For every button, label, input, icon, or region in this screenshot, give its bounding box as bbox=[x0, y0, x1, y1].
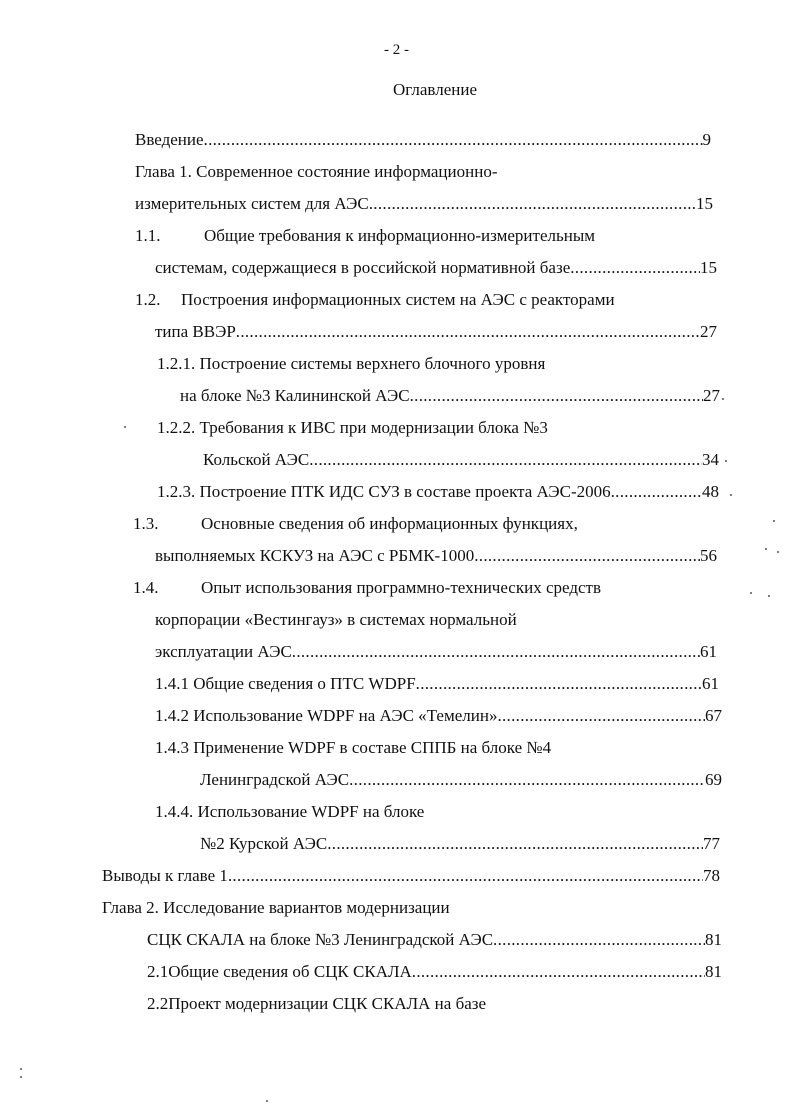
toc-entry-page: 9 bbox=[702, 130, 711, 149]
toc-entry-page: 61 bbox=[700, 642, 717, 661]
toc-entry bbox=[157, 416, 548, 440]
toc-entry bbox=[135, 224, 595, 248]
toc-entry bbox=[155, 672, 719, 696]
toc-entry bbox=[135, 128, 711, 152]
toc-entry bbox=[102, 896, 450, 920]
toc-entry bbox=[203, 448, 719, 472]
toc-entry bbox=[155, 640, 717, 664]
toc-entry-label: эксплуатации АЭС bbox=[155, 642, 292, 661]
toc-entry-page: 81 bbox=[705, 962, 722, 981]
toc-section-number: 1.2. bbox=[135, 290, 161, 309]
toc-entry-label: 1.2.2. Требования к ИВС при модернизации блока №3 bbox=[157, 418, 548, 437]
toc-entry-label: Глава 1. Современное состояние информационно- bbox=[135, 162, 498, 181]
toc-entry-label: Выводы к главе 1 bbox=[102, 866, 228, 885]
dot-leader bbox=[236, 320, 700, 344]
dot-leader bbox=[474, 544, 700, 568]
toc-entry bbox=[155, 320, 717, 344]
toc-entry-label: 1.4.4. Использование WDPF на блоке bbox=[155, 802, 425, 821]
dot-leader bbox=[292, 640, 700, 664]
toc-entry-label: СЦК СКАЛА на блоке №3 Ленинградской АЭС bbox=[147, 930, 494, 949]
toc-entry-label: выполняемых КСКУЗ на АЭС с РБМК-1000 bbox=[155, 546, 475, 565]
toc-entry-label: 2.1Общие сведения об СЦК СКАЛА bbox=[147, 962, 412, 981]
toc-entry-label: Ленинградской АЭС bbox=[200, 770, 350, 789]
toc-entry-label: 1.2.3. Построение ПТК ИДС СУЗ в составе проекта АЭС-2006 bbox=[157, 482, 611, 501]
toc-entry-page: 78 bbox=[703, 866, 720, 885]
toc-entry-label: типа ВВЭР bbox=[155, 322, 236, 341]
toc-entry-label: 1.4.3 Применение WDPF в составе СППБ на блоке №4 bbox=[155, 738, 552, 757]
toc-entry-page: 61 bbox=[702, 674, 719, 693]
dot-leader bbox=[410, 384, 703, 408]
toc-entry bbox=[155, 736, 551, 760]
toc-entry bbox=[155, 256, 717, 280]
toc-entry bbox=[200, 832, 720, 856]
dot-leader bbox=[309, 448, 702, 472]
toc-entry-page: 15 bbox=[696, 194, 713, 213]
toc-entry-label: Опыт использования программно-технических средств bbox=[201, 578, 601, 597]
toc-entry bbox=[155, 800, 424, 824]
toc-entry bbox=[102, 864, 720, 888]
toc-entry bbox=[135, 160, 498, 184]
toc-entry-page: 48 bbox=[702, 482, 719, 501]
page-title: Оглавление bbox=[393, 80, 477, 99]
toc-entry-label: на блоке №3 Калининской АЭС bbox=[180, 386, 410, 405]
toc-entry bbox=[155, 544, 717, 568]
toc-section-number: 1.3. bbox=[133, 514, 159, 533]
toc-entry bbox=[157, 352, 545, 376]
toc-entry bbox=[133, 576, 601, 600]
toc-entry bbox=[135, 192, 713, 216]
toc-section-number: 1.4. bbox=[133, 578, 159, 597]
toc-entry bbox=[157, 480, 719, 504]
toc-entry-page: 15 bbox=[700, 258, 717, 277]
dot-leader bbox=[228, 864, 703, 888]
dot-leader bbox=[349, 768, 705, 792]
toc-entry-label: №2 Курской АЭС bbox=[200, 834, 328, 853]
toc-entry bbox=[180, 384, 720, 408]
dot-leader bbox=[412, 960, 705, 984]
toc-entry-page: 69 bbox=[705, 770, 722, 789]
toc-entry-page: 77 bbox=[703, 834, 720, 853]
toc-entry-label: Общие требования к информационно-измерительным bbox=[204, 226, 596, 245]
dot-leader bbox=[204, 128, 703, 152]
toc-entry bbox=[155, 608, 517, 632]
toc-entry-label: 1.4.1 Общие сведения о ПТС WDPF bbox=[155, 674, 416, 693]
toc-entry-page: 67 bbox=[705, 706, 722, 725]
toc-entry bbox=[133, 512, 578, 536]
dot-leader bbox=[327, 832, 703, 856]
toc-entry bbox=[155, 704, 722, 728]
toc-entry-page: 27 bbox=[703, 386, 720, 405]
toc-entry-page: 81 bbox=[705, 930, 722, 949]
toc-entry bbox=[135, 288, 615, 312]
toc-entry-label: Введение bbox=[135, 130, 204, 149]
toc-entry-label: Кольской АЭС bbox=[203, 450, 310, 469]
toc-entry bbox=[147, 960, 722, 984]
toc-entry-label: 2.2Проект модернизации СЦК СКАЛА на базе bbox=[147, 994, 487, 1013]
toc-entry-label: Построения информационных систем на АЭС с реакторами bbox=[181, 290, 615, 309]
toc-entry bbox=[147, 928, 722, 952]
toc-entry bbox=[147, 992, 486, 1016]
toc-entry-label: системам, содержащиеся в российской нормативной базе bbox=[155, 258, 571, 277]
toc-entry-label: измерительных систем для АЭС bbox=[135, 194, 369, 213]
toc-entry bbox=[200, 768, 722, 792]
toc-entry-label: корпорации «Вестингауз» в системах нормальной bbox=[155, 610, 517, 629]
dot-leader bbox=[493, 928, 705, 952]
dot-leader bbox=[416, 672, 702, 696]
page-number: - 2 - bbox=[384, 42, 409, 58]
dot-leader bbox=[570, 256, 700, 280]
toc-entry-page: 56 bbox=[700, 546, 717, 565]
toc-entry-page: 34 bbox=[702, 450, 719, 469]
toc-entry-page: 27 bbox=[700, 322, 717, 341]
toc-entry-label: Основные сведения об информационных функциях, bbox=[201, 514, 578, 533]
dot-leader bbox=[497, 704, 705, 728]
toc-entry-label: 1.2.1. Построение системы верхнего блочного уровня bbox=[157, 354, 546, 373]
toc-section-number: 1.1. bbox=[135, 226, 161, 245]
dot-leader bbox=[369, 192, 696, 216]
toc-entry-label: 1.4.2 Использование WDPF на АЭС «Темелин» bbox=[155, 706, 498, 725]
toc-entry-label: Глава 2. Исследование вариантов модернизации bbox=[102, 898, 450, 917]
dot-leader bbox=[611, 480, 702, 504]
